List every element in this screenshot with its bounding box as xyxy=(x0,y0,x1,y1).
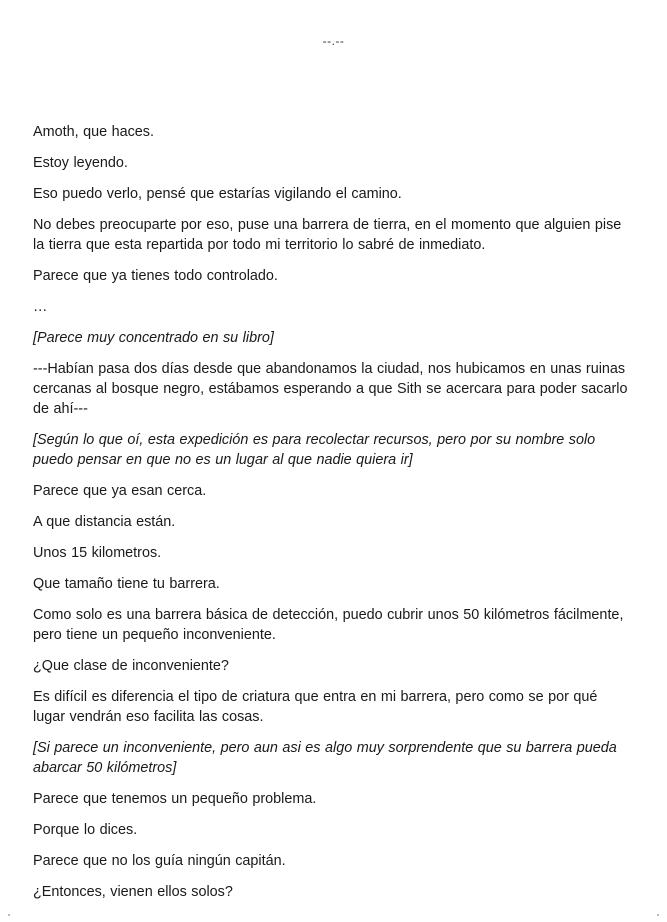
paragraph: No debes preocuparte por eso, puse una barrera de tierra, en el momento que alguien pise la tierra que esta repartida por todo mi territorio lo sabré de inmediato. xyxy=(33,217,622,253)
paragraph: ---Habían pasa dos días desde que abandonamos la ciudad, nos hubicamos en unas ruinas cercanas al bosque negro, estábamos esperando a que Sith se acercara para poder sacarlo de ahí--- xyxy=(33,361,628,417)
paragraph: Que tamaño tiene tu barrera. xyxy=(33,576,220,592)
paragraph: Parece que tenemos un pequeño problema. xyxy=(33,791,317,807)
paragraph: Estoy leyendo. xyxy=(33,155,128,171)
paragraph: ¿Entonces, vienen ellos solos? xyxy=(33,884,233,900)
paragraph: Porque lo dices. xyxy=(33,822,138,838)
paragraph: … xyxy=(33,299,48,315)
scan-edge-mark xyxy=(657,914,659,916)
document-body xyxy=(33,122,633,913)
paragraph: Eso puedo verlo, pensé que estarías vigilando el camino. xyxy=(33,186,402,202)
paragraph: Unos 15 kilometros. xyxy=(33,545,162,561)
paragraph: A que distancia están. xyxy=(33,514,176,530)
paragraph: Parece que no los guía ningún capitán. xyxy=(33,853,286,869)
paragraph: [Si parece un inconveniente, pero aun asi es algo muy sorprendente que su barrera pueda abarcar 50 kilómetros] xyxy=(33,740,617,776)
paragraph: Parece que ya tienes todo controlado. xyxy=(33,268,278,284)
scan-edge-mark xyxy=(8,914,10,916)
paragraph: ¿Que clase de inconveniente? xyxy=(33,658,229,674)
paragraph: [Según lo que oí, esta expedición es para recolectar recursos, pero por su nombre solo puedo pensar en que no es un lugar al que nadie quiera ir] xyxy=(33,432,596,468)
paragraph: [Parece muy concentrado en su libro] xyxy=(33,330,274,346)
paragraph: Amoth, que haces. xyxy=(33,124,154,140)
paragraph: Como solo es una barrera básica de detección, puedo cubrir unos 50 kilómetros fácilmente, pero tiene un pequeño inconveniente. xyxy=(33,607,624,643)
page-header-mark: --.-- xyxy=(322,34,345,48)
paragraph: Es difícil es diferencia el tipo de criatura que entra en mi barrera, pero como se por qué lugar vendrán eso facilita las cosas. xyxy=(33,689,598,725)
paragraph: Parece que ya esan cerca. xyxy=(33,483,207,499)
